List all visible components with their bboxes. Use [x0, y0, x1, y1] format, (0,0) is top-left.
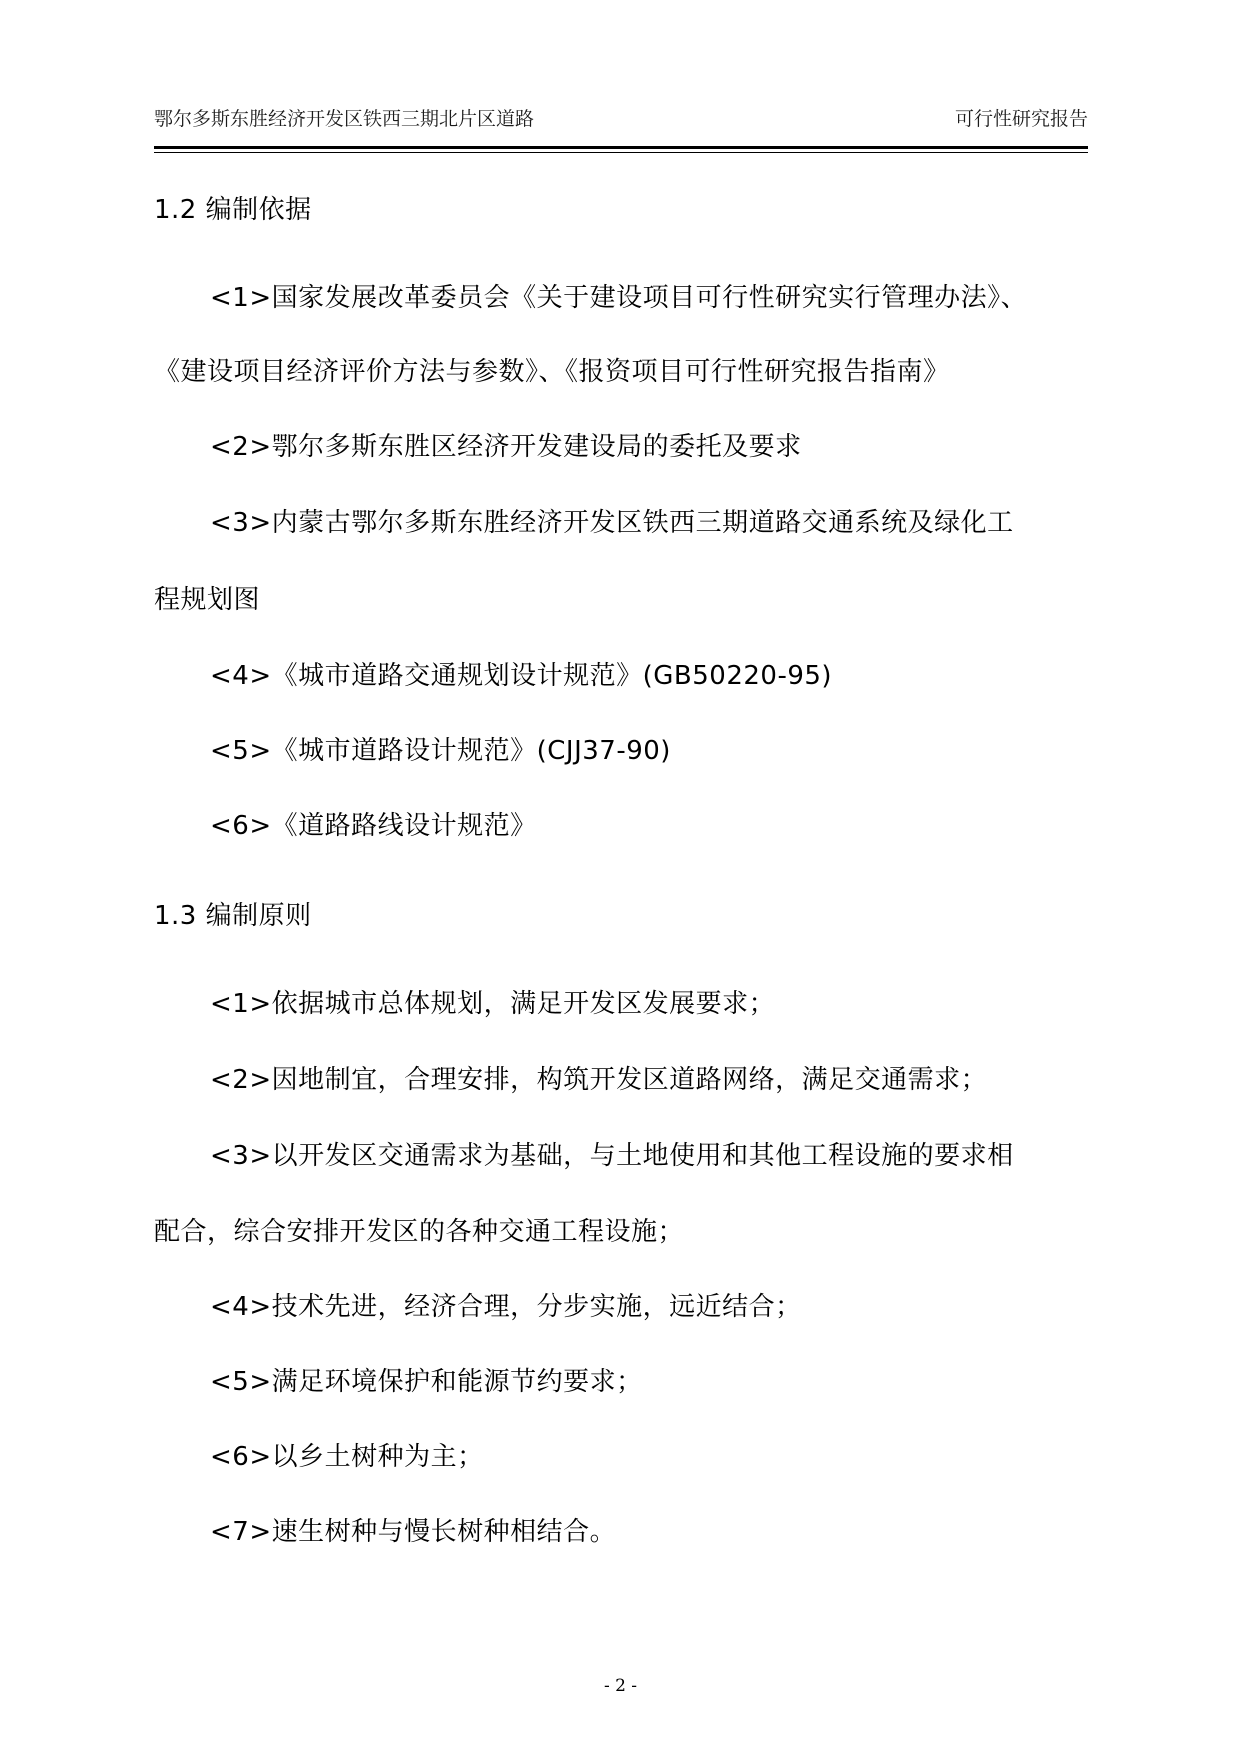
principle-item-3-line-1: <3>以开发区交通需求为基础，与土地使用和其他工程设施的要求相 [210, 1141, 1014, 1171]
section-heading-1-2: 1.2 编制依据 [154, 195, 312, 225]
basis-item-1-line-2: 《建设项目经济评价方法与参数》、《报资项目可行性研究报告指南》 [154, 357, 950, 387]
page-header [154, 104, 1088, 134]
basis-item-3-line-1: <3>内蒙古鄂尔多斯东胜经济开发区铁西三期道路交通系统及绿化工 [210, 508, 1014, 538]
header-report-type: 可行性研究报告 [954, 108, 1088, 130]
basis-item-6: <6>《道路路线设计规范》 [210, 811, 537, 841]
principle-item-3-line-2: 配合，综合安排开发区的各种交通工程设施； [154, 1217, 685, 1247]
header-rule-thick [154, 146, 1088, 149]
basis-item-2: <2>鄂尔多斯东胜区经济开发建设局的委托及要求 [210, 432, 802, 462]
principle-item-5: <5>满足环境保护和能源节约要求； [210, 1367, 643, 1397]
principle-item-6: <6>以乡土树种为主； [210, 1442, 484, 1472]
principle-item-4: <4>技术先进，经济合理，分步实施，远近结合； [210, 1292, 802, 1322]
basis-item-5: <5>《城市道路设计规范》(CJJ37-90) [210, 736, 671, 766]
principle-item-7: <7>速生树种与慢长树种相结合。 [210, 1517, 617, 1547]
basis-item-4: <4>《城市道路交通规划设计规范》(GB50220-95) [210, 661, 833, 691]
header-rule-thin [154, 152, 1088, 153]
header-project-title: 鄂尔多斯东胜经济开发区铁西三期北片区道路 [154, 108, 535, 130]
page-number: - 2 - [603, 1676, 638, 1696]
basis-item-1-line-1: <1>国家发展改革委员会《关于建设项目可行性研究实行管理办法》、 [210, 283, 1028, 313]
principle-item-2: <2>因地制宜，合理安排，构筑开发区道路网络，满足交通需求； [210, 1065, 988, 1095]
basis-item-3-line-2: 程规划图 [154, 585, 261, 615]
section-heading-1-3: 1.3 编制原则 [154, 901, 312, 931]
principle-item-1: <1>依据城市总体规划，满足开发区发展要求； [210, 989, 776, 1019]
